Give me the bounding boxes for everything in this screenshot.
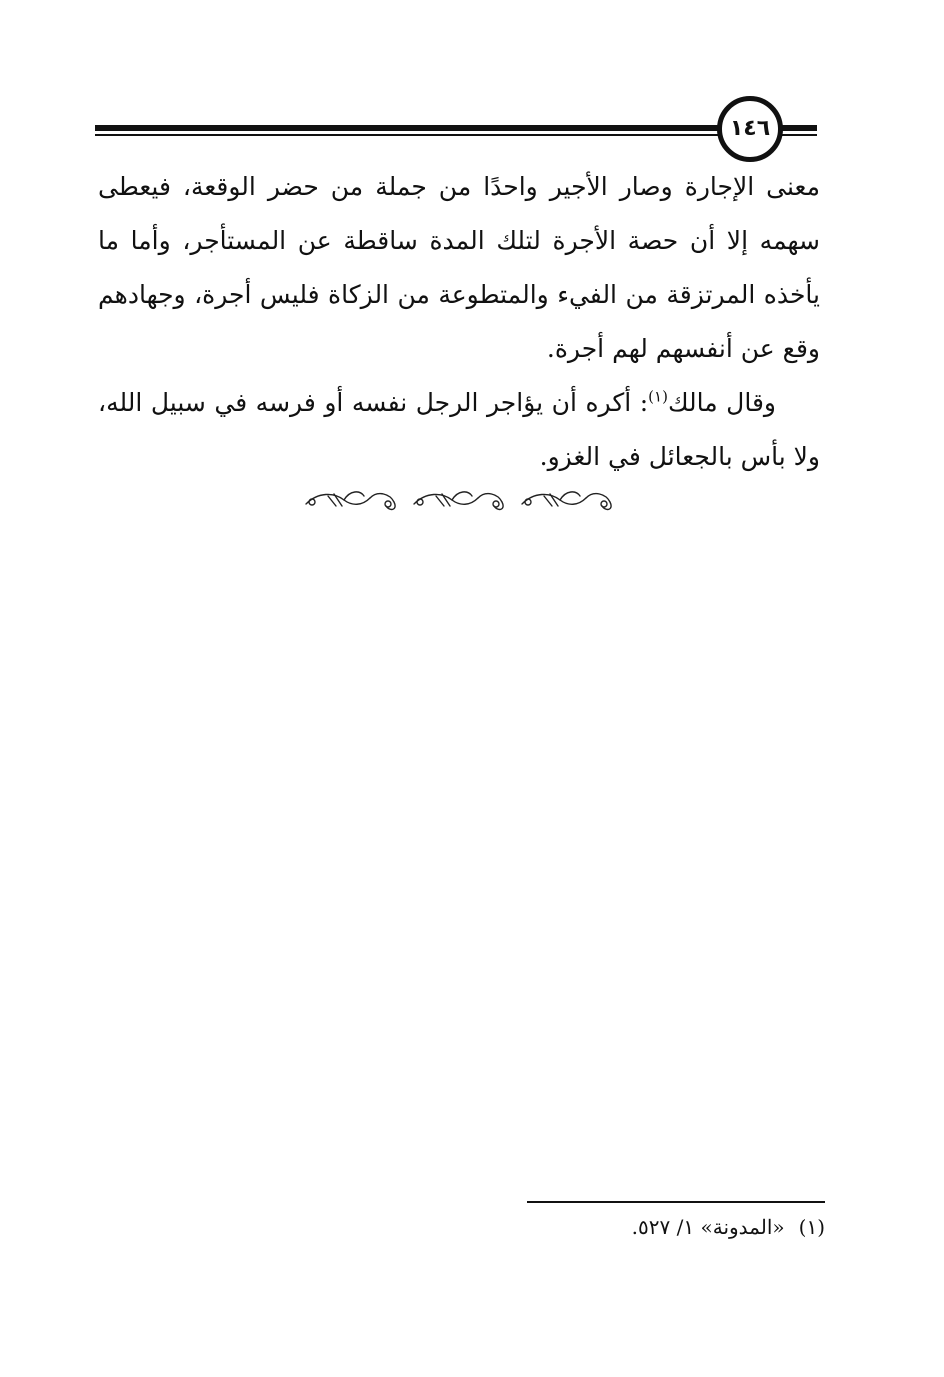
paragraph-2-rest: : أكره أن يؤاجر الرجل نفسه أو فرسه في سبيل الله، ولا بأس بالجعائل في الغزو. bbox=[98, 388, 820, 471]
paragraph-1: معنى الإجارة وصار الأجير واحدًا من جملة من حضر الوقعة، فيعطى سهمه إلا أن حصة الأجرة لتلك المدة ساقطة عن المستأجر، وأما ما يأخذه المرتزقة من الفيء والمتطوعة من الزكاة فليس أجرة، وجهادهم وقع عن أنفسهم لهم أجرة. bbox=[98, 172, 820, 363]
paragraph-2 bbox=[98, 376, 820, 484]
footnote-separator bbox=[527, 1201, 825, 1203]
header-rule-thin bbox=[95, 134, 817, 136]
page-number: ١٤٦ bbox=[729, 116, 771, 141]
header-rule-thick bbox=[95, 125, 817, 131]
ornament-motif-left bbox=[306, 492, 395, 510]
paragraph-2-start: وقال مالك bbox=[667, 388, 776, 417]
page-number-badge bbox=[717, 96, 783, 162]
footnote-number: (١) bbox=[798, 1215, 825, 1239]
header-rule bbox=[95, 125, 817, 139]
footnote bbox=[420, 1211, 825, 1243]
ornament-motif-right bbox=[522, 492, 611, 510]
floral-ornament-icon bbox=[300, 482, 620, 518]
ornament-motif-center bbox=[414, 492, 503, 510]
footnote-reference[interactable]: (١) bbox=[648, 387, 668, 406]
main-text bbox=[98, 160, 820, 484]
footnote-text: «المدونة» ١/ ٥٢٧. bbox=[631, 1215, 785, 1239]
